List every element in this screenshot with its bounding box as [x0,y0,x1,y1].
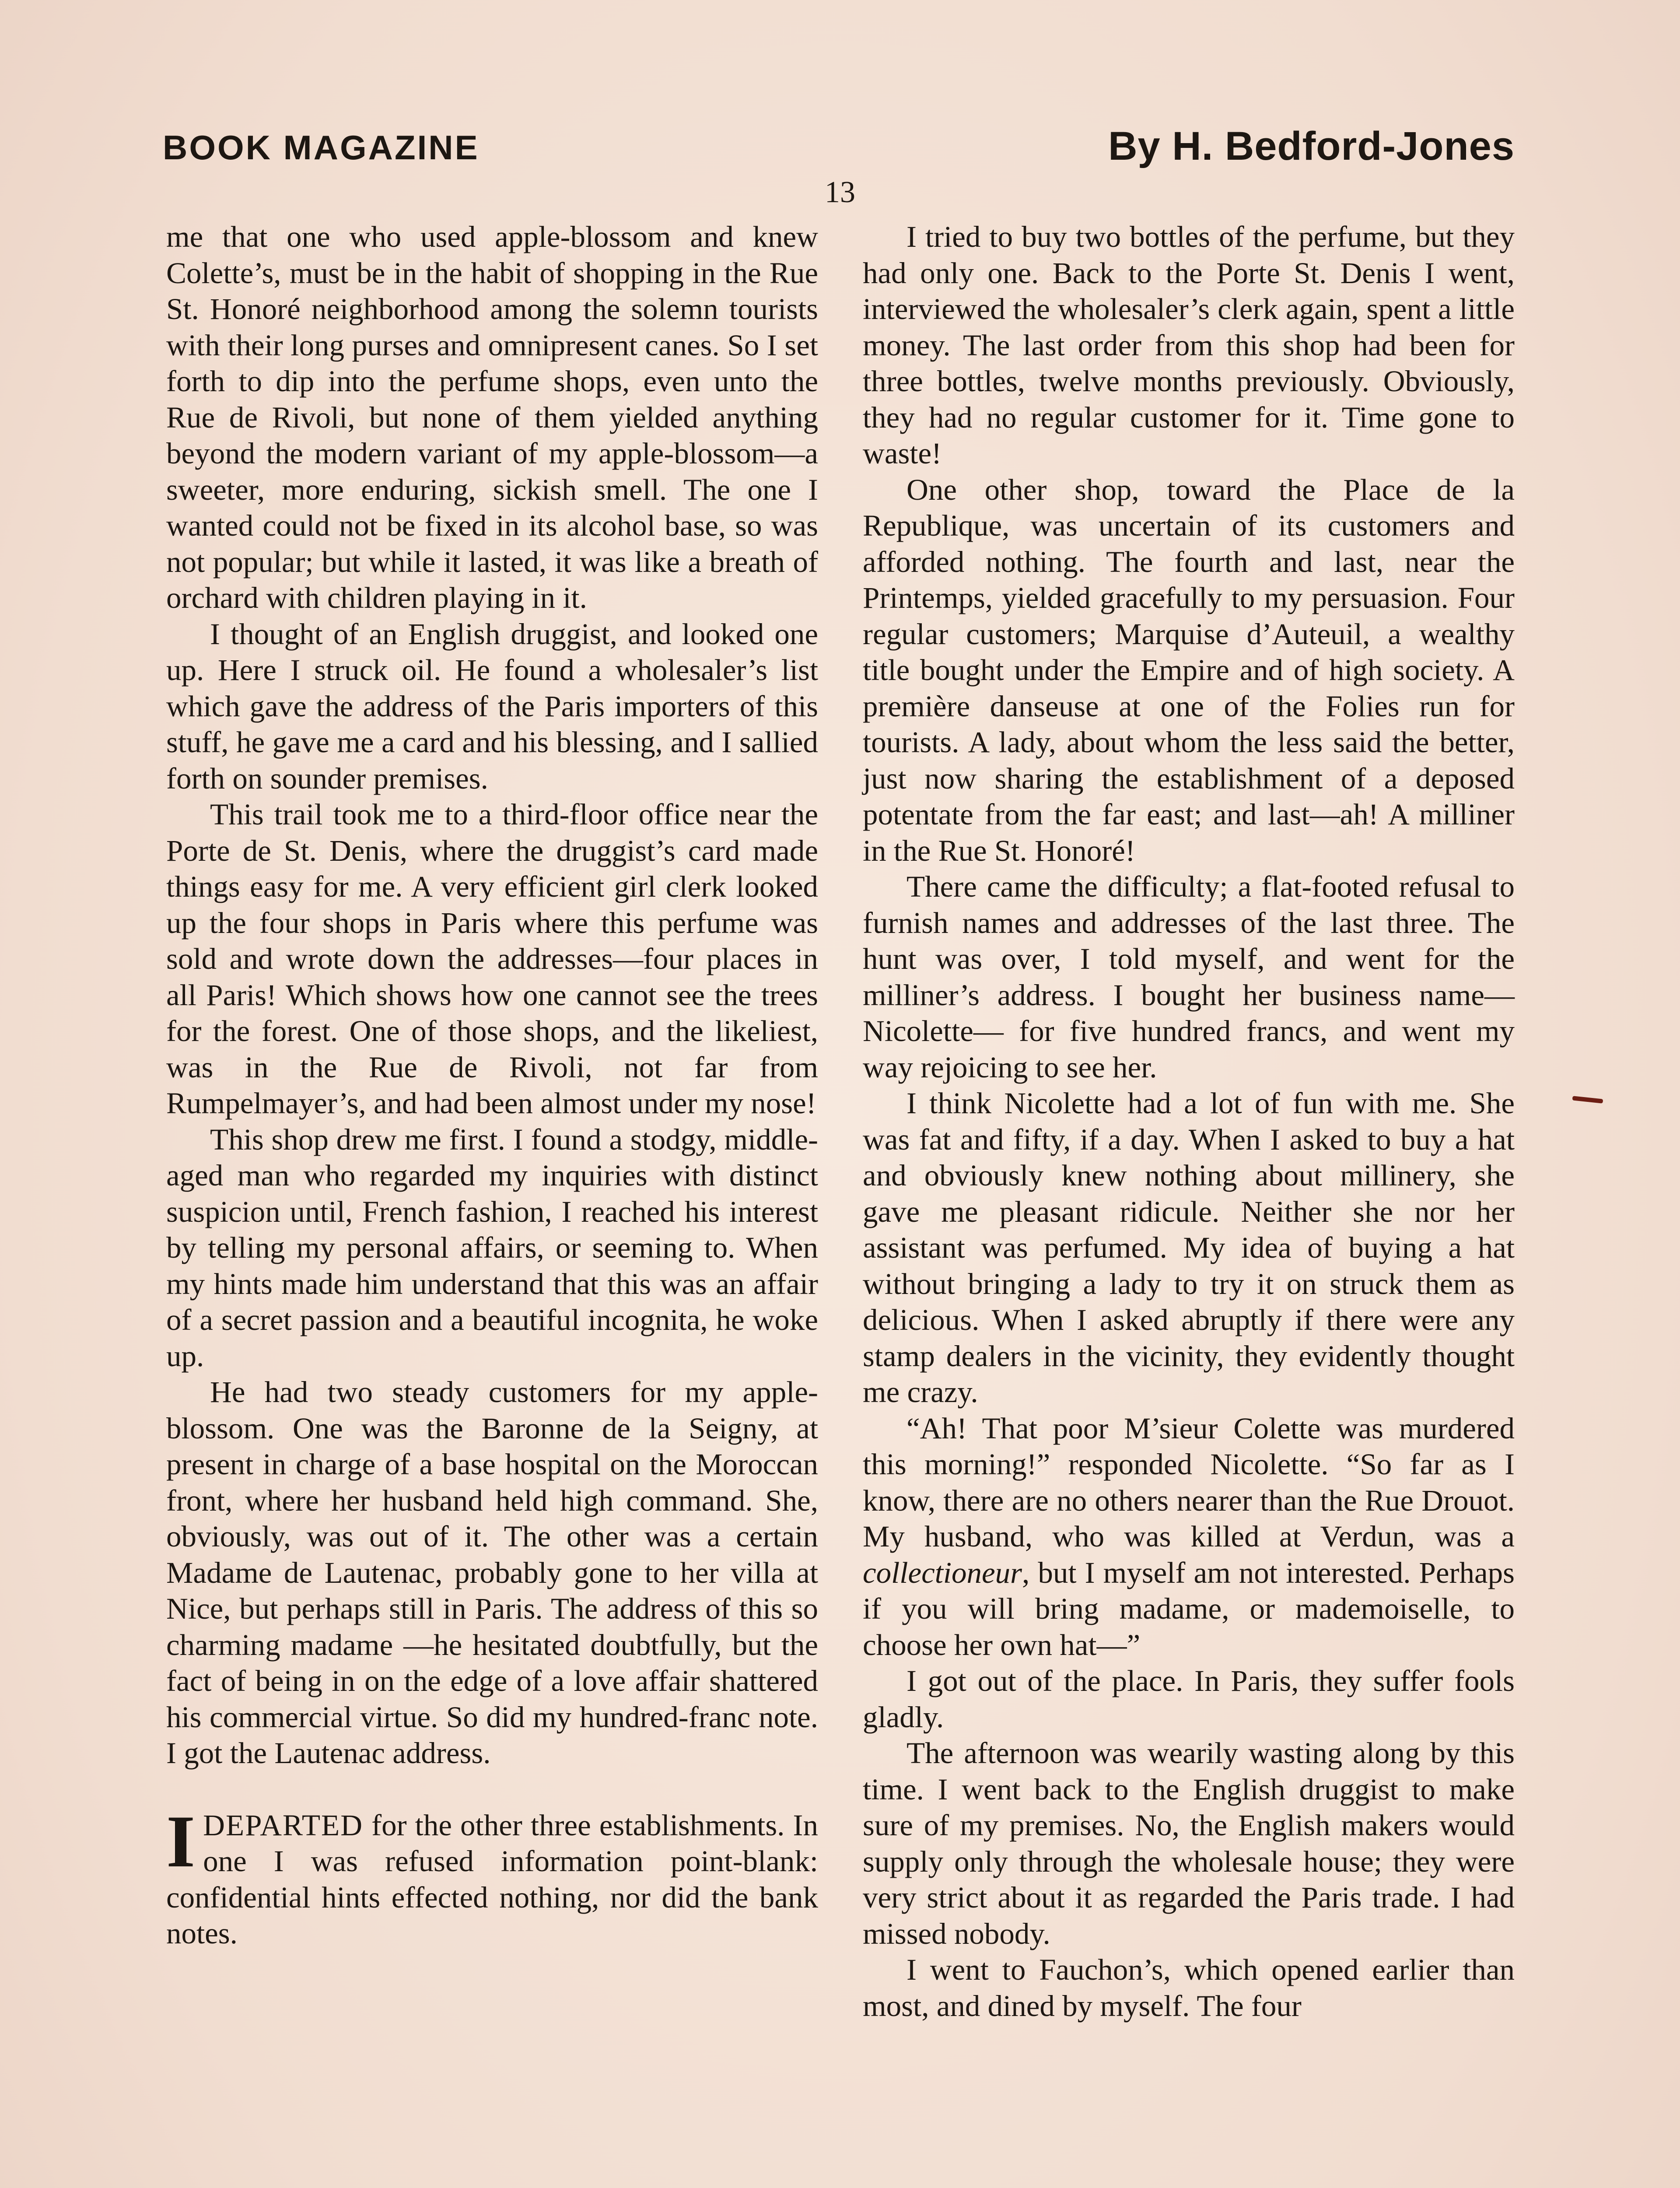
paragraph: I went to Fauchon’s, which opened earlier than most, and dined by myself. The four [863,1953,1515,2023]
paragraph: I thought of an English druggist, and looked one up. Here I struck oil. He found a wholesaler’s list which gave the address of the Paris importers of this stuff, he gave me a card and his blessing, and I sallied forth on sounder premises. [166,617,818,795]
margin-ink-mark [1572,1096,1603,1103]
quote-text: “Ah! That poor M’sieur Colette was murdered this morning!” responded Nicolette. “So far as I know, there are no others nearer than the Rue Drouot. My husband, who was killed at Verdun, was a [863,1411,1515,1553]
paragraph: He had two steady customers for my apple-blossom. One was the Baronne de la Seigny, at present in charge of a base hospital on the Moroccan front, where her husband held high command. She, obviously, was out of it. The other was a certain Madame de Lautenac, probably gone to her villa at Nice, but perhaps still in Paris. The address of this so charming madame —he hesitated doubtfully, but the fact of being in on the edge of a love affair shattered his commercial virtue. So did my hundred-franc note. I got the Lautenac address. [166,1375,818,1770]
paragraph: I tried to buy two bottles of the perfume, but they had only one. Back to the Porte St. Denis I went, interviewed the wholesaler’s clerk again, spent a little money. The last order from this shop had been for three bottles, twelve months previously. Obviously, they had no regular customer for it. Time gone to waste! [863,220,1515,470]
paragraph: I think Nicolette had a lot of fun with me. She was fat and fifty, if a day. When I asked to buy a hat and obviously knew nothing about millinery, she gave me pleasant ridicule. Neither she nor her assistant was perfumed. My idea of buying a hat without bringing a lady to try it on struck them as delicious. When I asked abruptly if there were any stamp dealers in the vicinity, they evidently thought me crazy. [863,1087,1515,1409]
paragraph: One other shop, toward the Place de la Republique, was uncertain of its customers and afforded nothing. The fourth and last, near the Printemps, yielded gracefully to my persuasion. Four regular customers; Marquise d’Auteuil, a wealthy title bought under the Empire and of high society. A première danseuse at one of the Folies run for tourists. A lady, about whom the less said the better, just now sharing the establishment of a deposed potentate from the far east; and last—ah! A milliner in the Rue St. Honoré! [863,473,1515,867]
paragraph: me that one who used apple-blossom and knew Colette’s, must be in the habit of shopping in the Rue St. Honoré neighborhood among the solemn tourists with their long purses and omnipresent canes. So I set forth to dip into the perfume shops, even unto the Rue de Rivoli, but none of them yielded anything beyond the modern variant of my apple-blossom—a sweeter, more enduring, sickish smell. The one I wanted could not be fixed in its alcohol base, so was not popular; but while it lasted, it was like a breath of orchard with children playing in it. [166,220,818,614]
quote-text-end: , but I myself am not interested. Perhaps if you will bring madame, or mademoiselle, to choose her own hat—” [863,1556,1515,1662]
magazine-title: BOOK MAGAZINE [163,128,480,167]
paragraph: This shop drew me first. I found a stodgy, middle-aged man who regarded my inquiries with distinct suspicion until, French fashion, I reached his interest by telling my personal affairs, or seeming to. When my hints made him understand that this was an affair of a secret passion and a beautiful incognita, he woke up. [166,1122,818,1373]
quote-paragraph [863,1410,1515,1663]
author-byline: By H. Bedford-Jones [1108,124,1515,168]
section-lead-word: DEPARTED [203,1808,364,1842]
paragraph: I got out of the place. In Paris, they suffer fools gladly. [863,1664,1515,1734]
section-text: for the other three establishments. In one I was refused information point-blank: confidential hints effected nothing, nor did the bank notes. [166,1808,818,1950]
paragraph: There came the difficulty; a flat-footed refusal to furnish names and addresses of the last three. The hunt was over, I told myself, and went for the milliner’s address. I bought her business name—Nicolette— for five hundred francs, and went my way rejoicing to see her. [863,870,1515,1084]
left-column [166,219,818,1952]
paragraph: The afternoon was wearily wasting along by this time. I went back to the English druggist to make sure of my premises. No, the English makers would supply only through the wholesale house; they were very strict about it as regarded the Paris trade. I had missed nobody. [863,1736,1515,1950]
drop-cap: I [166,1800,196,1883]
paragraph: This trail took me to a third-floor office near the Porte de St. Denis, where the druggist’s card made things easy for me. A very efficient girl clerk looked up the four shops in Paris where this perfume was sold and wrote down the addresses—four places in all Paris! Which shows how one cannot see the trees for the forest. One of those shops, and the likeliest, was in the Rue de Rivoli, not far from Rumpelmayer’s, and had been almost under my nose! [166,798,818,1120]
right-column [863,219,1515,2024]
section-paragraph [166,1800,818,1952]
italic-word: collectioneur [863,1556,1022,1589]
page-number: 13 [825,175,855,209]
